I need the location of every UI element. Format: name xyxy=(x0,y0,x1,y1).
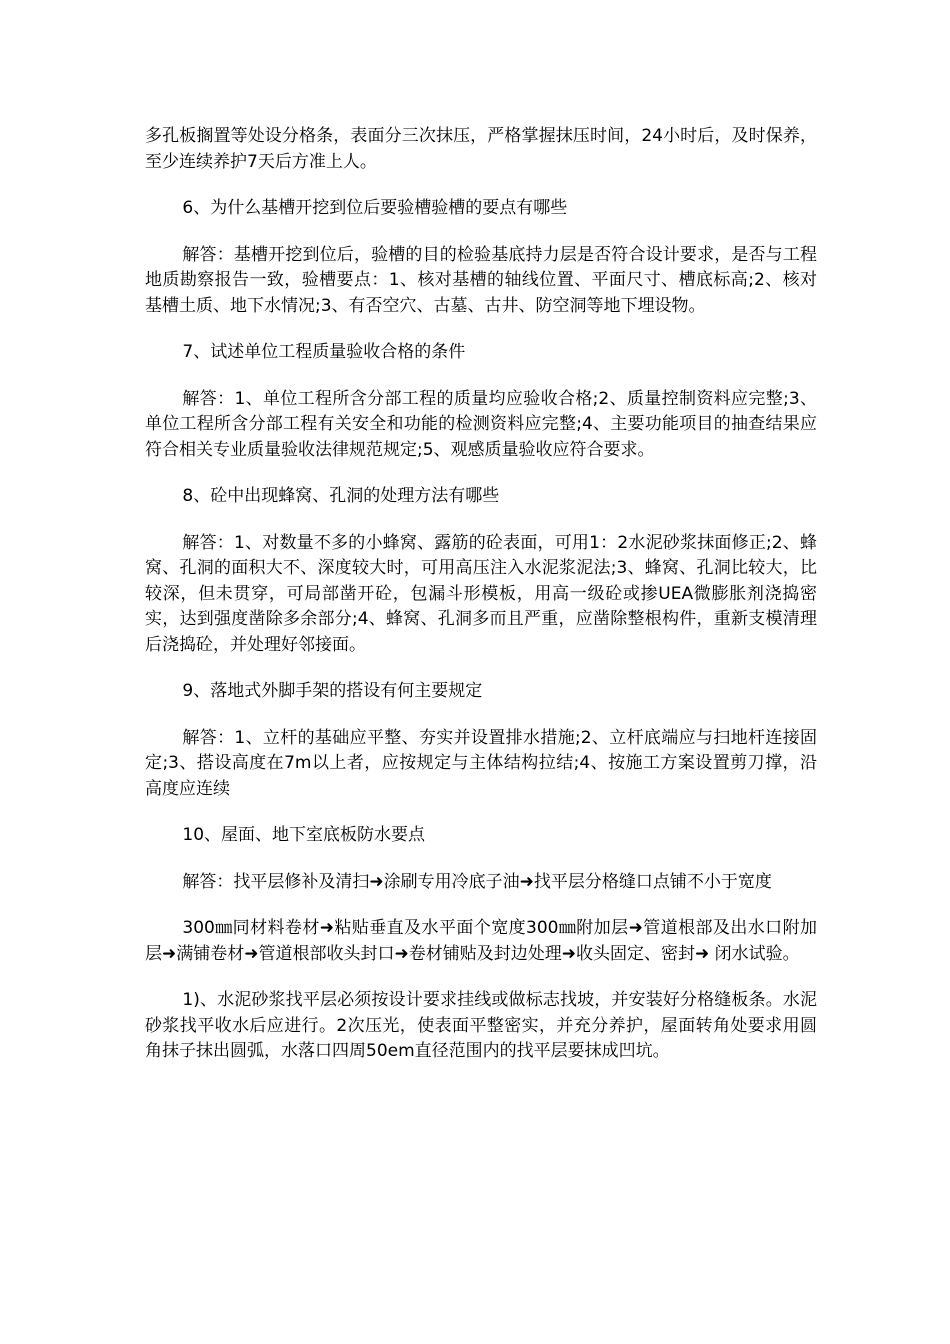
waterproofing-process-steps: 300㎜同材料卷材➜粘贴垂直及水平面个宽度300㎜附加层➜管道根部及出水口附加层➜满铺卷材➜管道根部收头封口➜卷材铺贴及封边处理➜收头固定、密封➜ 闭水试验。 xyxy=(145,918,817,964)
question-6-answer: 解答：基槽开挖到位后，验槽的目的检验基底持力层是否符合设计要求，是否与工程地质勘察报告一致，验槽要点：1、核对基槽的轴线位置、平面尺寸、槽底标高;2、核对基槽土质、地下水情况;3、有否空穴、古墓、古井、防空洞等地下埋设物。 xyxy=(145,244,817,316)
question-10-answer: 解答：找平层修补及清扫➜涂刷专用冷底子油➜找平层分格缝口点铺不小于宽度 xyxy=(182,871,772,892)
question-10-heading: 10、屋面、地下室底板防水要点 xyxy=(182,825,426,845)
question-9-answer: 解答：1、立杆的基础应平整、夯实并设置排水措施;2、立杆底端应与扫地杆连接固定;3、搭设高度在7m以上者，应按规定与主体结构拉结;4、按施工方案设置剪刀撑，沿高度应连续 xyxy=(145,727,817,799)
paragraph-curing-continuation: 多孔板搁置等处设分格条，表面分三次抹压，严格掌握抹压时间，24小时后，及时保养，至少连续养护7天后方准上人。 xyxy=(145,126,817,172)
question-7-heading: 7、试述单位工程质量验收合格的条件 xyxy=(182,342,466,362)
question-7-answer: 解答：1、单位工程所含分部工程的质量均应验收合格;2、质量控制资料应完整;3、单位工程所含分部工程有关安全和功能的检测资料应完整;4、主要功能项目的抽查结果应符合相关专业质量验收法律规范规定;5、观感质量验收应符合要求。 xyxy=(145,388,817,460)
leveling-layer-requirements: 1)、水泥砂浆找平层必须按设计要求挂线或做标志找坡，并安装好分格缝板条。水泥砂浆找平收水后应进行。2次压光，使表面平整密实，并充分养护，屋面转角处要求用圆角抹子抹出圆弧，水落口四周50em直径范围内的找平层要抹成凹坑。 xyxy=(145,990,817,1061)
document-body xyxy=(145,124,817,1086)
question-8-heading: 8、砼中出现蜂窝、孔洞的处理方法有哪些 xyxy=(182,486,500,506)
question-8-answer: 解答：1、对数量不多的小蜂窝、露筋的砼表面，可用1：2水泥砂浆抹面修正;2、蜂窝、孔洞的面积大不、深度较大时，可用高压注入水泥浆泥法;3、蜂窝、孔洞比较大，比较深，但未贯穿，可局部凿开砼，包漏斗形模板，用高一级砼或掺UEA微膨胀剂浇捣密实，达到强度凿除多余部分;4、蜂窝、孔洞多而且严重，应凿除整根构件，重新支模清理后浇捣砼，并处理好邻接面。 xyxy=(145,532,817,655)
question-6-heading: 6、为什么基槽开挖到位后要验槽验槽的要点有哪些 xyxy=(182,198,568,218)
question-9-heading: 9、落地式外脚手架的搭设有何主要规定 xyxy=(182,681,483,701)
